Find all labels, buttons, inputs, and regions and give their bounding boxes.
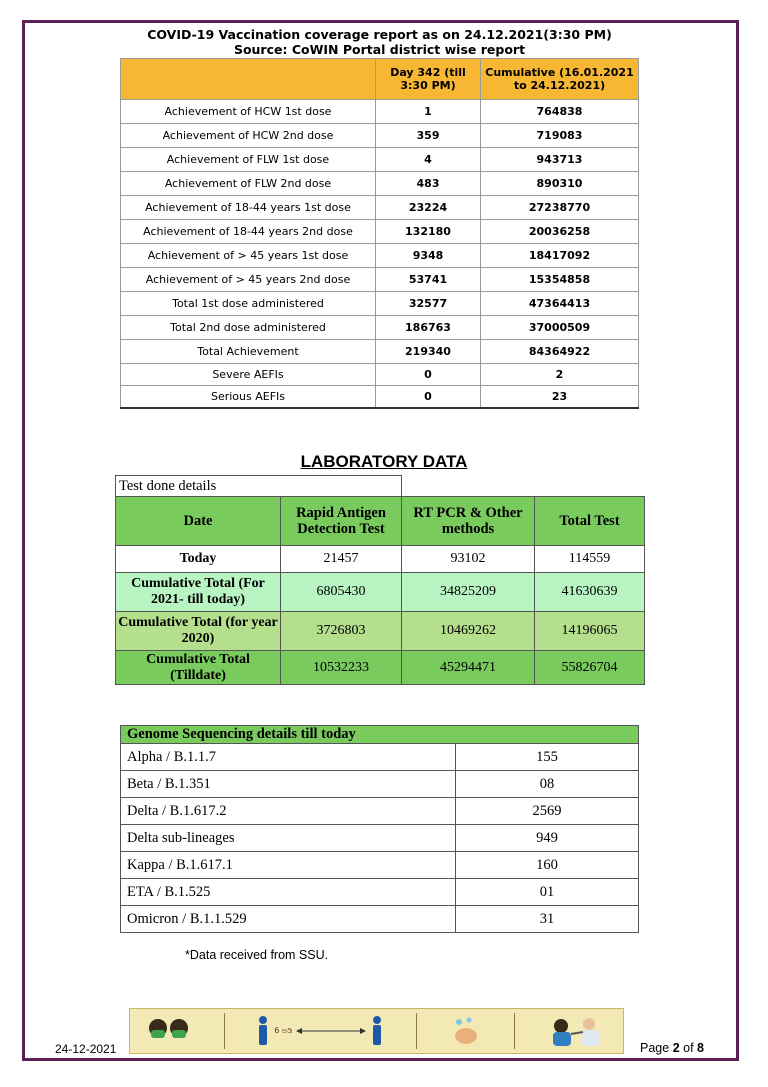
table-row: Total Achievement 219340 84364922 — [121, 340, 639, 364]
table-row: Total 2nd dose administered 186763 37000509 — [121, 316, 639, 340]
page-number: Page 2 of 8 — [640, 1041, 704, 1055]
laboratory-heading: LABORATORY DATA — [300, 452, 468, 471]
distance-segment — [256, 1014, 384, 1048]
table-row: Achievement of HCW 2nd dose 359 719083 — [121, 124, 639, 148]
table-row: Cumulative Total (For 2021- till today) 6805430 34825209 41630639 — [116, 573, 645, 612]
distance-label: 6 ಅಡಿ — [274, 1026, 293, 1035]
vaccination-header-blank — [121, 59, 376, 100]
person-icon — [370, 1014, 384, 1048]
table-row: Beta / B.1.351 08 — [121, 771, 639, 798]
table-row: Achievement of FLW 2nd dose 483 890310 — [121, 172, 639, 196]
genome-table — [120, 725, 639, 933]
table-row: Achievement of FLW 1st dose 4 943713 — [121, 148, 639, 172]
mask-segment — [146, 1014, 192, 1048]
table-row: Achievement of > 45 years 2nd dose 53741 15354858 — [121, 268, 639, 292]
laboratory-table — [115, 475, 645, 685]
table-row: Omicron / B.1.1.529 31 — [121, 906, 639, 933]
vaccination-icon — [547, 1014, 607, 1048]
table-row: Cumulative Total (for year 2020) 3726803 10469262 14196065 — [116, 612, 645, 651]
hand-wash-icon — [449, 1014, 483, 1048]
table-row: Today 21457 93102 114559 — [116, 546, 645, 573]
vaccination-segment — [547, 1014, 607, 1048]
table-row: Delta / B.1.617.2 2569 — [121, 798, 639, 825]
table-row: Serious AEFIs 0 23 — [121, 386, 639, 409]
table-row: Kappa / B.1.617.1 160 — [121, 852, 639, 879]
lab-header-total: Total Test — [535, 497, 645, 546]
table-row: Cumulative Total (Tilldate) 10532233 45294471 55826704 — [116, 651, 645, 685]
face-mask-icon — [146, 1014, 192, 1048]
vaccination-table — [120, 26, 639, 409]
lab-header-rtpcr: RT PCR & Other methods — [402, 497, 535, 546]
vaccination-title: COVID-19 Vaccination coverage report as on 24.12.2021(3:30 PM) Source: CoWIN Portal district wise report — [121, 26, 639, 59]
covid-appropriate-behaviour-banner — [129, 1008, 624, 1054]
footer-date: 24-12-2021 — [55, 1042, 117, 1056]
lab-header-rat: Rapid Antigen Detection Test — [281, 497, 402, 546]
vaccination-header-cumulative: Cumulative (16.01.2021 to 24.12.2021) — [481, 59, 639, 100]
lab-caption: Test done details — [116, 476, 402, 497]
table-row: ETA / B.1.525 01 — [121, 879, 639, 906]
table-row: Achievement of HCW 1st dose 1 764838 — [121, 100, 639, 124]
table-row: Delta sub-lineages 949 — [121, 825, 639, 852]
table-row: Alpha / B.1.1.7 155 — [121, 744, 639, 771]
handwash-segment — [449, 1014, 483, 1048]
person-icon — [256, 1014, 270, 1048]
table-row: Achievement of > 45 years 1st dose 9348 18417092 — [121, 244, 639, 268]
data-source-note: *Data received from SSU. — [185, 948, 329, 962]
genome-heading: Genome Sequencing details till today — [121, 726, 639, 744]
table-row: Severe AEFIs 0 2 — [121, 364, 639, 386]
table-row: Total 1st dose administered 32577 47364413 — [121, 292, 639, 316]
lab-header-date: Date — [116, 497, 281, 546]
table-row: Achievement of 18-44 years 1st dose 23224 27238770 — [121, 196, 639, 220]
double-arrow-icon — [296, 1026, 366, 1036]
vaccination-header-day: Day 342 (till 3:30 PM) — [376, 59, 481, 100]
table-row: Achievement of 18-44 years 2nd dose 132180 20036258 — [121, 220, 639, 244]
